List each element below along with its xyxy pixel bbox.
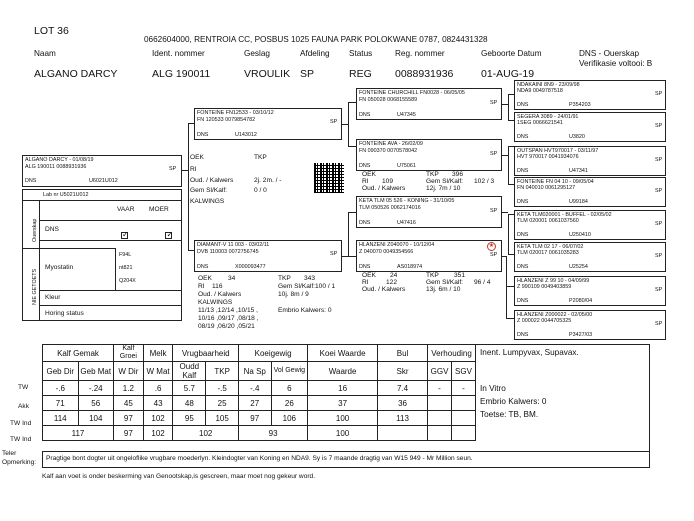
dam-kalwings-label: KALWINGS (198, 299, 233, 306)
group-koei-waarde: Koei Waarde (308, 345, 378, 362)
gg1-box (514, 80, 666, 110)
sub-geb-dir: Geb Dir (43, 362, 79, 381)
gg7-name: HLANZENI Z 99 10 - 04/09/99 (517, 278, 590, 284)
dam-box (194, 240, 342, 272)
sd-tkp-value: 396 (452, 171, 464, 178)
sub-vol-gewig: Vol Gewig (271, 362, 308, 381)
sd-oud-label: Oud. / Kalwers (362, 185, 406, 192)
gg7-dns: DNS (517, 298, 529, 304)
note-inent: Inent. Lumpyvax, Supavax. (480, 348, 579, 357)
moer-label: MOER (149, 206, 169, 213)
performance-table (42, 344, 476, 441)
sire-gem-value: 0 / 0 (254, 187, 267, 194)
twind2-cell-4: 93 (239, 426, 308, 441)
akk-cell-9: 36 (378, 396, 428, 411)
dam-embrio: Embrio Kalwers: 0 (278, 307, 332, 314)
gg5-dns-code: U250410 (569, 232, 591, 238)
dam-ri-value: 116 (212, 283, 223, 290)
gg3-dns: DNS (517, 168, 529, 174)
subject-line1: ALGANO DARCY - 01/08/19 (25, 157, 94, 163)
subject-dept: SP (169, 166, 177, 172)
gg6-dns-code: U25254 (569, 264, 588, 270)
group-kalf-gemak: Kalf Gemak (43, 345, 114, 362)
sub-skr: Skr (378, 362, 428, 381)
sd-dns-code: U75061 (397, 163, 416, 169)
dna-row-label: DNS (45, 226, 59, 233)
remarks-label-2: Opmerking: (2, 459, 37, 466)
akk-cell-4: 48 (173, 396, 206, 411)
twind-cell-9: 113 (378, 411, 428, 426)
sub-w-dir: W Dir (114, 362, 144, 381)
group-verhouding: Verhouding (428, 345, 476, 362)
dd-gem-label: Gem Sl/Kalf: (426, 279, 464, 286)
tw-cell-9: 7.4 (378, 381, 428, 396)
group-melk: Melk (143, 345, 173, 362)
dam-kalwings-3: 08/19 ,06/20 ,05/21 (198, 323, 255, 330)
animal-birth: 01-AUG-19 (481, 68, 535, 80)
subject-box (22, 155, 182, 187)
sd-name: FONTEINE AVA - 26/02/09 (359, 141, 423, 147)
gg3-nums: HVT 970017 0041934076 (517, 154, 579, 160)
akk-cell-0: 71 (43, 396, 79, 411)
tw-cell-8: 16 (308, 381, 378, 396)
dam-dept: SP (330, 251, 338, 257)
tw-cell-5: -.5 (206, 381, 239, 396)
row-label-twind-2: TW Ind (10, 436, 32, 443)
dna-panel (22, 189, 182, 321)
ds-dept: SP (490, 208, 498, 214)
dd-oud-label: Oud. / Kalwers (362, 286, 406, 293)
twind-cell-6: 97 (239, 411, 272, 426)
dd-box (356, 240, 502, 272)
gg8-name: HLANZENI Z000022 - 02/05/00 (517, 312, 593, 318)
tw-cell-6: -.4 (239, 381, 272, 396)
gg6-dept: SP (655, 253, 663, 259)
dd-name: HLANZENI Z040070 - 10/12/04 (359, 242, 435, 248)
dd-tkp-value: 351 (454, 272, 466, 279)
dam-dns: DNS (197, 264, 209, 270)
ds-dns: DNS (359, 220, 371, 226)
twind-cell-4: 95 (173, 411, 206, 426)
dam-oek-label: OEK (198, 275, 212, 282)
table-row (43, 381, 476, 396)
gg5-box (514, 210, 666, 240)
col-status-label: Status (349, 49, 373, 58)
akk-cell-5: 25 (206, 396, 239, 411)
table-row (43, 426, 476, 441)
horing-label: Horing status (45, 310, 84, 317)
row-label-akk: Akk (18, 403, 29, 410)
ss-dns-code: U47345 (397, 112, 416, 118)
subject-line2: ALG 190011 0088931936 (25, 164, 87, 170)
vaar-dns-checkbox[interactable] (121, 232, 128, 239)
gg3-name: OUTSPAN HVT970017 - 03/11/97 (517, 148, 599, 154)
nie-getoets-label: NIE GETOETS (32, 268, 38, 305)
ds-nums: TLM 050526 0062174016 (359, 205, 421, 211)
gg2-dept: SP (655, 123, 663, 129)
ss-dns: DNS (359, 112, 371, 118)
akk-cell-3: 43 (143, 396, 173, 411)
gg4-dept: SP (655, 188, 663, 194)
sire-gem-label: Gem Sl/Kalf: (190, 187, 228, 194)
gg4-nums: FN 040010 0061295127 (517, 185, 576, 191)
sire-box (194, 108, 342, 140)
gg8-dept: SP (655, 321, 663, 327)
gg1-dns: DNS (517, 102, 529, 108)
akk-cell-6: 27 (239, 396, 272, 411)
akk-cell-7: 26 (271, 396, 308, 411)
note-embrio: Embrio Kalwers: 0 (480, 397, 547, 406)
dd-ri-label: RI (362, 279, 369, 286)
tw-cell-3: .6 (143, 381, 173, 396)
sub-oudd-kalf: Oudd Kalf (173, 362, 206, 381)
tw-cell-11: - (451, 381, 475, 396)
myostatin-label: Myostatin (45, 264, 74, 271)
gg8-nums: Z 000022 0044705325 (517, 318, 572, 324)
tw-cell-7: 6 (271, 381, 308, 396)
dd-oek-value: 24 (390, 272, 398, 279)
twind-cell-8: 100 (308, 411, 378, 426)
twind-cell-5: 105 (206, 411, 239, 426)
side-notes (476, 344, 650, 452)
sub-waarde: Waarde (308, 362, 378, 381)
gg6-dns: DNS (517, 264, 529, 270)
footer-note: Kalf aan voet is onder beskerming van Genootskap,is gescreen, maar moet nog gekeur word. (42, 473, 316, 480)
gg5-dns: DNS (517, 232, 529, 238)
gg8-dns: DNS (517, 332, 529, 338)
tw-cell-4: 5.7 (173, 381, 206, 396)
award-badge-icon: ★ (488, 243, 495, 249)
sire-dns-code: U143012 (235, 132, 257, 138)
gg3-dept: SP (655, 157, 663, 163)
dam-name: DIAMANT-V 11 003 - 03/02/11 (197, 242, 270, 248)
dd-dns-code: AS018974 (397, 264, 423, 270)
dam-ri-label: RI (198, 283, 205, 290)
qr-code (314, 163, 344, 193)
sub-na-sp: Na Sp (239, 362, 272, 381)
dam-oek-value: 34 (228, 275, 236, 282)
moer-dns-checkbox[interactable] (165, 232, 172, 239)
subject-dns: DNS (25, 178, 37, 184)
gg1-dept: SP (655, 91, 663, 97)
gg4-dns: DNS (517, 199, 529, 205)
lab-number: Lab nr U5021U012 (43, 192, 89, 198)
gg5-nums: TLM 020001 0061037560 (517, 218, 579, 224)
dd-dept: SP (490, 252, 498, 258)
col-dept-label: Afdeling (300, 49, 330, 58)
akk-cell-11 (451, 396, 475, 411)
gg7-dept: SP (655, 287, 663, 293)
myo-val-2: nt821 (119, 265, 133, 271)
twind2-cell-5: 100 (308, 426, 378, 441)
gg2-dns-code: U3820 (569, 134, 585, 140)
sub-w-mat: W Mat (143, 362, 173, 381)
gg3-dns-code: U47341 (569, 168, 588, 174)
gg1-name: NDAKAINI 8N9 - 23/09/98 (517, 82, 580, 88)
animal-status: REG (349, 68, 372, 80)
sub-sgv: SGV (451, 362, 475, 381)
kleur-label: Kleur (45, 294, 61, 301)
note-in-vitro: In Vitro (480, 384, 506, 393)
twind2-cell-3: 102 (173, 426, 239, 441)
sire-tkp-label: TKP (254, 154, 267, 161)
sd-oek-label: OEK (362, 171, 376, 178)
dam-oud-label: Oud. / Kalwers (198, 291, 242, 298)
ss-dept: SP (490, 100, 498, 106)
dd-ri-value: 122 (386, 279, 398, 286)
vaar-label: VAAR (117, 206, 135, 213)
dd-oek-label: OEK (362, 272, 376, 279)
tw-cell-0: -.6 (43, 381, 79, 396)
col-name-label: Naam (34, 49, 56, 58)
gg7-nums: Z 990109 0049403859 (517, 284, 572, 290)
twind-cell-10 (428, 411, 452, 426)
twind-cell-7: 106 (271, 411, 308, 426)
sd-nums: FN 090370 0070578042 (359, 148, 418, 154)
owner-contact: 0662604000, RENTROIA CC, POSBUS 1025 FAUNA PARK POLOKWANE 0787, 0824431328 (144, 35, 488, 44)
ds-box (356, 196, 502, 228)
sire-kalwings-label: KALWINGS (190, 198, 225, 205)
group-vrugbaarheid: Vrugbaarheid (173, 345, 239, 362)
col-ident-label: Ident. nommer (152, 49, 205, 58)
sire-dns: DNS (197, 132, 209, 138)
gg6-nums: TLM 020017 0061035283 (517, 250, 579, 256)
sire-nums: FN 120533 0079854782 (197, 117, 256, 123)
gg8-dns-code: P3427/03 (569, 332, 593, 338)
sire-name: FONTEINE FN12533 - 03/10/12 (197, 110, 274, 116)
group-koeigewig: Koeigewig (239, 345, 308, 362)
lot-number: LOT 36 (34, 25, 69, 37)
sd-ri-value: 109 (382, 178, 394, 185)
table-row (43, 396, 476, 411)
dam-kalwings-1: 11/13 ,12/14 ,10/15 , (198, 307, 259, 314)
twind-cell-0: 114 (43, 411, 79, 426)
dd-nums: Z 040070 0049354566 (359, 249, 414, 255)
dam-gem: Gem Sl/Kalf:100 / 1 (278, 283, 336, 290)
gg6-box (514, 242, 666, 272)
dam-dns-code: X000093477 (235, 264, 266, 270)
animal-name: ALGANO DARCY (34, 68, 118, 80)
gg3-box (514, 146, 666, 176)
group-kalf-groei: Kalf Groei (114, 345, 144, 362)
twind2-cell-2: 102 (143, 426, 173, 441)
gg4-dns-code: U99184 (569, 199, 588, 205)
note-toetse: Toetse: TB, BM. (480, 410, 539, 419)
ss-nums: FN 050028 0068155589 (359, 97, 418, 103)
ds-dns-code: U47416 (397, 220, 416, 226)
gg7-box (514, 276, 666, 306)
dd-oud-value: 13j. 6m / 10 (426, 286, 461, 293)
sub-ggv: GGV (428, 362, 452, 381)
dam-kalwings-2: 10/16 ,09/17 ,08/18 , (198, 315, 259, 322)
sd-gem-value: 102 / 3 (474, 178, 495, 185)
twind2-cell-0: 117 (43, 426, 114, 441)
dns-title: DNS - Ouerskap (579, 49, 640, 58)
myo-val-3: Q204X (119, 278, 136, 284)
twind-cell-1: 104 (78, 411, 114, 426)
akk-cell-1: 56 (78, 396, 114, 411)
gg1-nums: NDA9 0049787518 (517, 88, 563, 94)
gg2-nums: 1SEG 0066621541 (517, 120, 563, 126)
dam-oud-value: 10j. 8m / 9 (278, 291, 309, 298)
remarks-text: Pragtige bont dogter uit ongeloflike vrugbare moederlyn. Kleindogter van Koning en NDA9. Sy is 7 maande dragtig van W15 949 - Mr Million seun. (46, 455, 473, 462)
sire-oud-value: 2j. 2m. / - (254, 177, 282, 184)
gg2-box (514, 112, 666, 142)
col-birth-label: Geboorte Datum (481, 49, 542, 58)
gg1-dns-code: P354203 (569, 102, 591, 108)
dam-nums: DVB 110003 0072756745 (197, 249, 259, 255)
sd-gem-label: Gem Sl/Kalf: (426, 178, 464, 185)
sire-oud-label: Oud. / Kalwers (190, 177, 234, 184)
gg4-box (514, 177, 666, 207)
twind-cell-2: 97 (114, 411, 144, 426)
sd-dept: SP (490, 151, 498, 157)
perf-sub-row (43, 362, 476, 381)
akk-cell-8: 37 (308, 396, 378, 411)
gg6-name: KETA TLM 02 17 - 06/07/02 (517, 244, 584, 250)
dns-verify: Verifikasie voltooi: B (579, 59, 653, 68)
animal-reg: 0088931936 (395, 68, 454, 80)
dd-dns: DNS (359, 264, 371, 270)
sd-oud-value: 12j. 7m / 10 (426, 185, 461, 192)
akk-cell-10 (428, 396, 452, 411)
row-label-twind: TW Ind (10, 420, 32, 427)
table-row (43, 411, 476, 426)
dd-gem-value: 96 / 4 (474, 279, 491, 286)
sire-ri-label: RI (190, 166, 197, 173)
row-label-tw: TW (18, 384, 29, 391)
twind2-cell-1: 97 (114, 426, 144, 441)
dam-tkp-value: 343 (304, 275, 316, 282)
gg5-dept: SP (655, 221, 663, 227)
ss-box (356, 88, 502, 120)
dd-tkp-label: TKP (426, 272, 439, 279)
sd-ri-label: RI (362, 178, 369, 185)
sire-dept: SP (330, 119, 338, 125)
tw-cell-2: 1.2 (114, 381, 144, 396)
sire-oek-label: OEK (190, 154, 204, 161)
twind-cell-11 (451, 411, 475, 426)
remarks-label-1: Teler (2, 450, 17, 457)
animal-sex: VROULIK (244, 68, 291, 80)
animal-dept: SP (300, 68, 315, 80)
gg5-name: KETA TLM020001 - BUFFEL - 02/05/02 (517, 212, 612, 218)
sd-dns: DNS (359, 163, 371, 169)
remarks-box (42, 451, 650, 468)
ss-name: FONTEINE CHURCHILL FN0028 - 06/05/05 (359, 90, 465, 96)
tw-cell-10: - (428, 381, 452, 396)
gg8-box (514, 310, 666, 340)
gg2-dns: DNS (517, 134, 529, 140)
gg2-name: SEGERA 3089 - 24/01/91 (517, 114, 579, 120)
sub-tkp: TKP (206, 362, 239, 381)
animal-ident: ALG 190011 (152, 68, 211, 80)
sd-box (356, 139, 502, 171)
col-sex-label: Geslag (244, 49, 270, 58)
sd-tkp-label: TKP (426, 171, 439, 178)
perf-group-row (43, 345, 476, 362)
myo-val-1: F94L (119, 252, 132, 258)
ds-name: KETA TLM 05 526 - KONING - 31/10/05 (359, 198, 455, 204)
subject-dns-code: U6021U012 (89, 178, 118, 184)
ouerskap-label: Ouerskap (32, 218, 38, 242)
akk-cell-2: 45 (114, 396, 144, 411)
sub-geb-mat: Geb Mat (78, 362, 114, 381)
twind-cell-3: 102 (143, 411, 173, 426)
gg4-name: FONTEINE FN 04 10 - 09/05/04 (517, 179, 594, 185)
group-bul: Bul (378, 345, 428, 362)
col-reg-label: Reg. nommer (395, 49, 445, 58)
dam-tkp-label: TKP (278, 275, 291, 282)
tw-cell-1: -.24 (78, 381, 114, 396)
gg7-dns-code: P2080/04 (569, 298, 593, 304)
